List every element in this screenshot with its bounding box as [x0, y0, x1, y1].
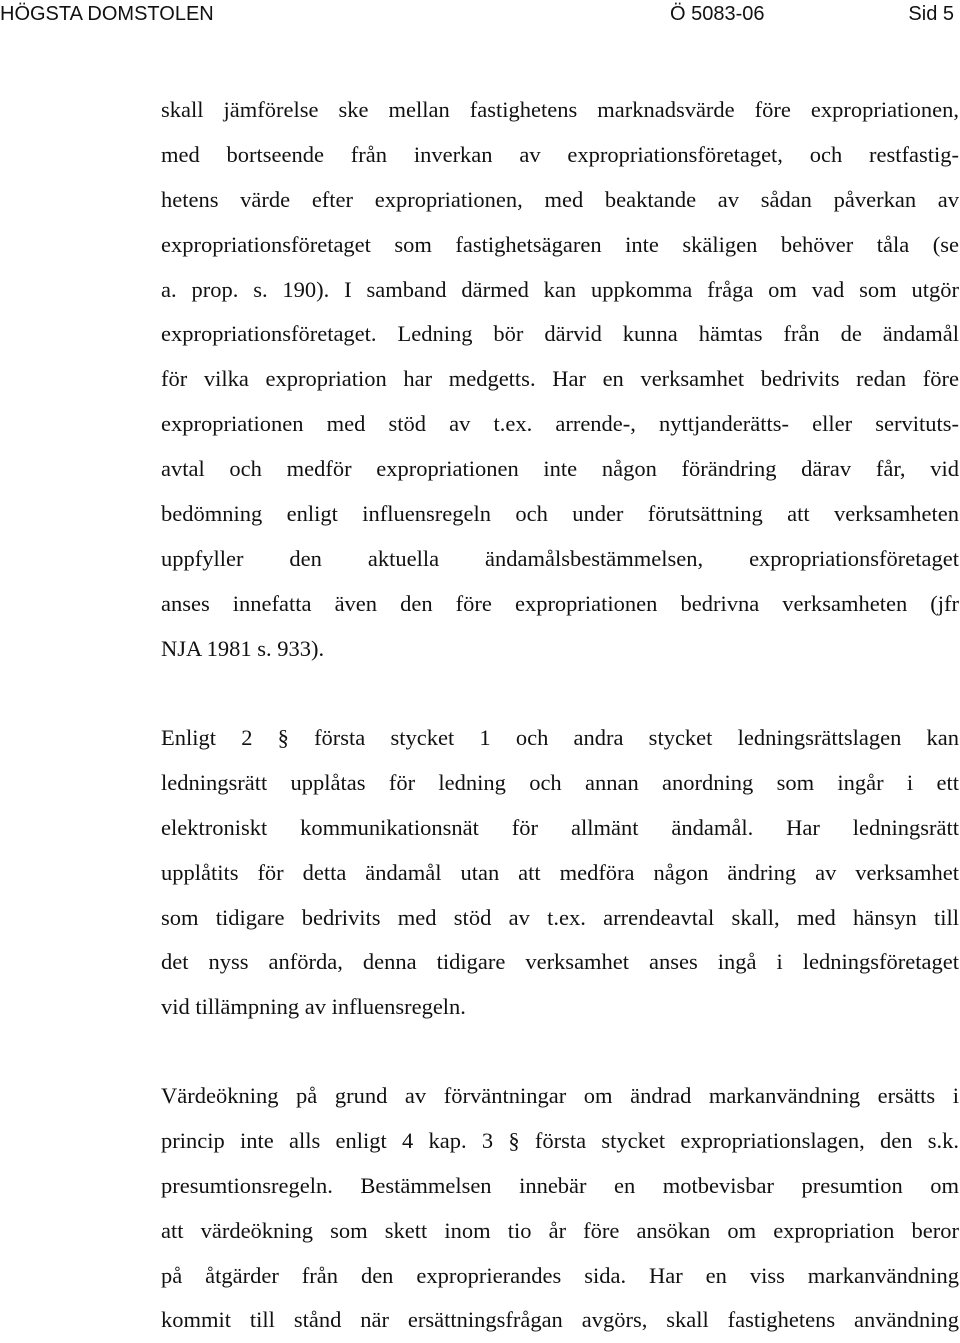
- text-line: a. prop. s. 190). I samband därmed kan uppkomma fråga om vad som utgör: [161, 276, 959, 302]
- text-line: elektroniskt kommunikationsnät för allmänt ändamål. Har ledningsrätt: [161, 814, 959, 840]
- text-line: presumtionsregeln. Bestämmelsen innebär en motbevisbar presumtion om: [161, 1172, 959, 1198]
- text-line: det nyss anförda, denna tidigare verksamhet anses ingå i ledningsföretaget: [161, 949, 959, 975]
- text-line: kommit till stånd när ersättningsfrågan avgörs, skall fastighetens användning: [161, 1307, 959, 1333]
- text-line: uppfyller den aktuella ändamålsbestämmelsen, expropriationsföretaget: [161, 545, 959, 571]
- court-name: HÖGSTA DOMSTOLEN: [0, 3, 214, 25]
- text-line: NJA 1981 s. 933).: [161, 635, 325, 661]
- text-line: expropriationsföretaget som fastighetsägaren inte skäligen behöver tåla (se: [161, 231, 959, 257]
- text-line: princip inte alls enligt 4 kap. 3 § första stycket expropriationslagen, den s.k.: [161, 1127, 959, 1153]
- text-line: att värdeökning som skett inom tio år före ansökan om expropriation beror: [161, 1217, 959, 1243]
- text-line: bedömning enligt influensregeln och under förutsättning att verksamheten: [161, 501, 959, 527]
- text-line: expropriationen med stöd av t.ex. arrende-, nyttjanderätts- eller servituts-: [161, 411, 959, 437]
- text-line: upplåtits för detta ändamål utan att medföra någon ändring av verksamhet: [161, 859, 959, 885]
- text-line: ledningsrätt upplåtas för ledning och annan anordning som ingår i ett: [161, 769, 959, 795]
- paragraph-1: [161, 88, 959, 672]
- text-line: expropriationsföretaget. Ledning bör därvid kunna hämtas från de ändamål: [161, 321, 959, 347]
- page-header: [0, 0, 960, 30]
- text-line: vid tillämpning av influensregeln.: [161, 994, 466, 1020]
- case-number: Ö 5083-06: [670, 3, 765, 25]
- text-line: avtal och medför expropriationen inte någon förändring därav får, vid: [161, 456, 959, 482]
- text-line: för vilka expropriation har medgetts. Har en verksamhet bedrivits redan före: [161, 366, 959, 392]
- text-line: anses innefatta även den före expropriationen bedrivna verksamheten (jfr: [161, 590, 959, 616]
- text-line: Enligt 2 § första stycket 1 och andra stycket ledningsrättslagen kan: [161, 725, 959, 750]
- text-line: hetens värde efter expropriationen, med beaktande av sådan påverkan av: [161, 186, 959, 212]
- paragraph-2: [161, 716, 959, 1030]
- text-line: på åtgärder från den exproprierandes sida. Har en viss markanvändning: [161, 1262, 959, 1288]
- text-line: med bortseende från inverkan av expropriationsföretaget, och restfastig-: [161, 141, 959, 167]
- page-number: Sid 5: [908, 3, 954, 25]
- text-line: Värdeökning på grund av förväntningar om ändrad markanvändning ersätts i: [161, 1083, 959, 1108]
- text-line: som tidigare bedrivits med stöd av t.ex. arrendeavtal skall, med hänsyn till: [161, 904, 959, 930]
- paragraph-3: [161, 1074, 959, 1343]
- text-line: skall jämförelse ske mellan fastighetens marknadsvärde före expropriationen,: [161, 97, 959, 122]
